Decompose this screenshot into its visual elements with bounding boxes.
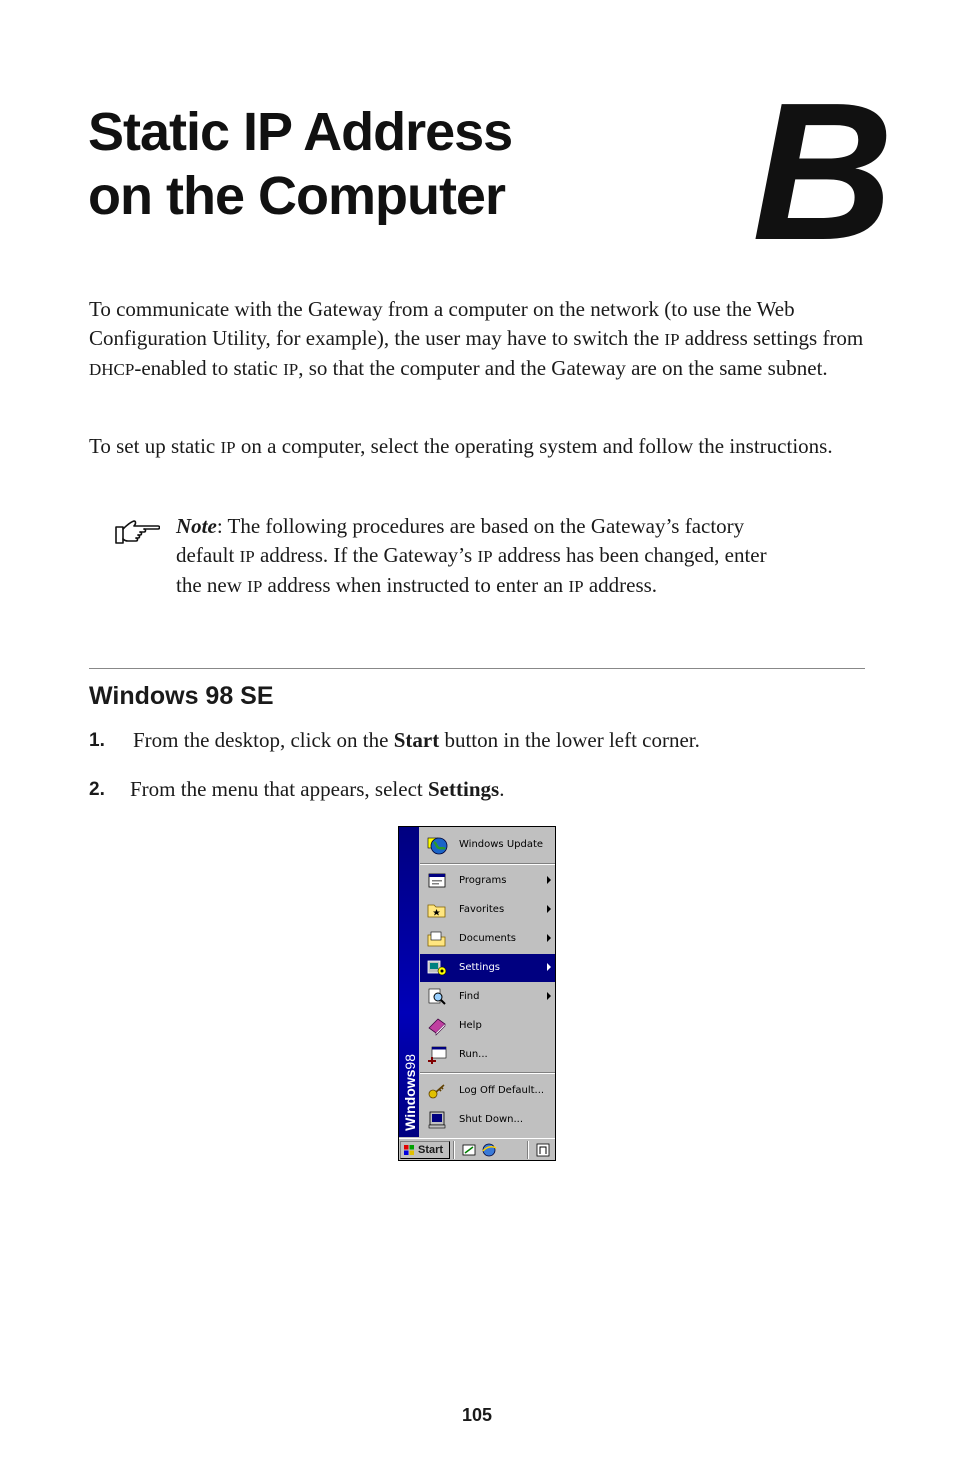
menu-item-programs[interactable] — [420, 867, 555, 895]
menu-separator — [420, 1072, 555, 1074]
menu-item-find[interactable] — [420, 983, 555, 1011]
appendix-letter: B — [752, 62, 894, 281]
quick-launch-desktop-icon[interactable] — [461, 1142, 477, 1158]
banner-version: 98 — [402, 1054, 418, 1070]
favorites-folder-icon — [426, 900, 448, 920]
chapter-title-line-1: Static IP Address — [88, 102, 513, 162]
menu-item-label: Programs — [459, 875, 507, 886]
step-text: From the menu that appears, select Settings. — [130, 777, 505, 801]
submenu-arrow-icon — [547, 876, 551, 884]
note-paragraph: Note: The following procedures are based on the Gateway’s factory default IP address. If the Gateway’s IP address has been changed, enter the new IP address when instructed to enter an IP address. — [176, 514, 767, 597]
taskbar — [399, 1138, 555, 1161]
windows98-banner — [399, 827, 419, 1137]
menu-item-label: Settings — [459, 962, 501, 973]
section-heading: Windows 98 SE — [89, 682, 274, 710]
intro-paragraph-1: To communicate with the Gateway from a computer on the network (to use the Web Configuration Utility, for example), the user may have to switch the IP address settings from DHCP-enabled to static IP, so that the computer and the Gateway are on the same subnet. — [89, 297, 864, 380]
banner-brand: Windows — [402, 1069, 418, 1131]
menu-item-run[interactable] — [420, 1041, 555, 1069]
documents-folder-icon — [426, 929, 448, 949]
computer-icon — [426, 1110, 448, 1130]
menu-item-documents[interactable] — [420, 925, 555, 953]
run-icon — [426, 1045, 448, 1065]
tray-icon[interactable] — [535, 1142, 551, 1158]
programs-icon — [426, 871, 448, 891]
start-button[interactable] — [400, 1141, 450, 1159]
quick-launch-ie-icon[interactable] — [481, 1142, 497, 1158]
menu-item-label: Log Off Default... — [459, 1085, 545, 1096]
pointing-hand-icon — [114, 519, 160, 547]
menu-item-label: Find — [459, 991, 480, 1002]
intro-paragraph-2: To set up static IP on a computer, select the operating system and follow the instructions. — [89, 434, 833, 458]
start-keyword: Start — [393, 728, 440, 752]
menu-item-shut-down[interactable] — [420, 1106, 555, 1134]
menu-item-help[interactable] — [420, 1012, 555, 1040]
menu-separator — [420, 863, 555, 865]
start-button-label: Start — [418, 1144, 444, 1156]
step-text: From the desktop, click on the Start button in the lower left corner. — [133, 728, 700, 752]
section-divider — [89, 668, 865, 669]
menu-item-log-off[interactable] — [420, 1077, 555, 1105]
menu-item-settings[interactable] — [420, 954, 555, 982]
windows-flag-icon — [404, 1145, 414, 1155]
start-menu — [399, 827, 555, 1137]
start-menu-screenshot — [398, 826, 556, 1161]
key-icon — [426, 1081, 448, 1101]
submenu-arrow-icon — [547, 963, 551, 971]
help-book-icon — [426, 1016, 448, 1036]
taskbar-divider — [453, 1141, 455, 1159]
menu-item-label: Windows Update — [459, 839, 544, 850]
submenu-arrow-icon — [547, 934, 551, 942]
menu-item-label: Favorites — [459, 904, 505, 915]
step-number: 2. — [89, 779, 105, 800]
settings-icon — [426, 958, 448, 978]
menu-item-label: Help — [459, 1020, 482, 1031]
chapter-title — [88, 100, 512, 228]
step-number: 1. — [89, 730, 105, 751]
taskbar-divider — [527, 1141, 529, 1159]
submenu-arrow-icon — [547, 992, 551, 1000]
menu-item-windows-update[interactable] — [420, 831, 555, 859]
menu-item-favorites[interactable] — [420, 896, 555, 924]
menu-item-label: Shut Down... — [459, 1114, 523, 1125]
menu-item-label: Run... — [459, 1049, 488, 1060]
globe-icon — [426, 835, 448, 855]
menu-item-label: Documents — [459, 933, 517, 944]
chapter-title-line-2: on the Computer — [88, 166, 505, 226]
submenu-arrow-icon — [547, 905, 551, 913]
settings-keyword: Settings — [428, 777, 500, 801]
page-number: 105 — [461, 1405, 493, 1425]
find-icon — [426, 987, 448, 1007]
note-label: Note — [176, 514, 217, 538]
